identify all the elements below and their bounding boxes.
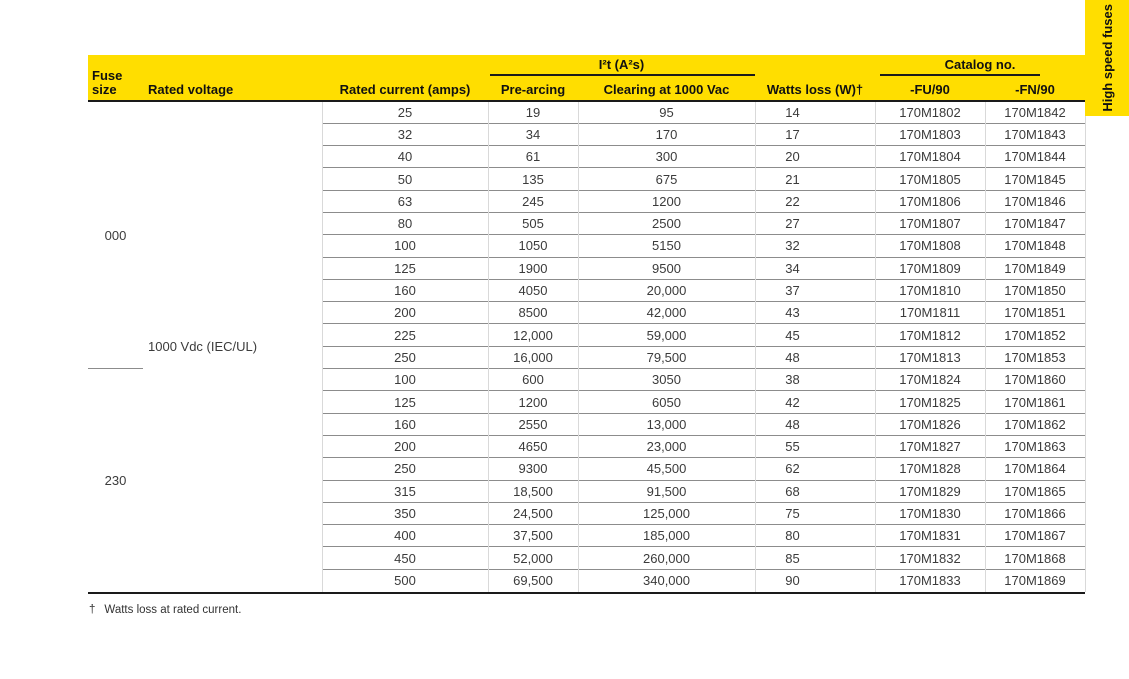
cell-fu: 170M1804 [875, 146, 985, 168]
cell-current: 125 [322, 257, 488, 279]
col-header-pre-arcing: Pre-arcing [488, 79, 578, 101]
cell-fn: 170M1860 [985, 369, 1085, 391]
cell-current: 225 [322, 324, 488, 346]
high-speed-fuses-tab-label: High speed fuses [1099, 4, 1115, 112]
ratings-table [88, 55, 1086, 592]
cell-current: 250 [322, 346, 488, 368]
cell-watts: 27 [755, 212, 875, 234]
cell-clearing: 125,000 [578, 502, 755, 524]
high-speed-fuses-tab [1085, 0, 1129, 116]
cell-watts: 55 [755, 435, 875, 457]
dagger-symbol: † [89, 604, 96, 616]
cell-fu: 170M1829 [875, 480, 985, 502]
cell-pre-arcing: 1050 [488, 235, 578, 257]
col-header-clearing: Clearing at 1000 Vac [578, 79, 755, 101]
cell-pre-arcing: 16,000 [488, 346, 578, 368]
cell-current: 315 [322, 480, 488, 502]
cell-pre-arcing: 61 [488, 146, 578, 168]
cell-fu: 170M1828 [875, 458, 985, 480]
footnote [89, 604, 241, 616]
cell-pre-arcing: 1200 [488, 391, 578, 413]
cell-fu: 170M1833 [875, 569, 985, 591]
cell-watts: 38 [755, 369, 875, 391]
cell-clearing: 42,000 [578, 302, 755, 324]
cell-watts: 48 [755, 346, 875, 368]
cell-current: 63 [322, 190, 488, 212]
cell-clearing: 45,500 [578, 458, 755, 480]
fuse-size-cell: 000 [88, 101, 143, 369]
cell-current: 400 [322, 525, 488, 547]
cell-fu: 170M1803 [875, 123, 985, 145]
cell-fu: 170M1810 [875, 279, 985, 301]
cell-current: 450 [322, 547, 488, 569]
cell-pre-arcing: 37,500 [488, 525, 578, 547]
cell-fn: 170M1865 [985, 480, 1085, 502]
col-header-fu90: -FU/90 [875, 79, 985, 101]
cell-current: 250 [322, 458, 488, 480]
cell-watts: 43 [755, 302, 875, 324]
col-header-fn90: -FN/90 [985, 79, 1085, 101]
cell-fn: 170M1863 [985, 435, 1085, 457]
col-header-watts-loss: Watts loss (W)† [755, 55, 875, 101]
cell-watts: 20 [755, 146, 875, 168]
cell-current: 200 [322, 435, 488, 457]
cell-fn: 170M1866 [985, 502, 1085, 524]
table-body [88, 101, 1085, 592]
rated-voltage-cell: 1000 Vdc (IEC/UL) [148, 339, 258, 355]
cell-fn: 170M1868 [985, 547, 1085, 569]
cell-current: 200 [322, 302, 488, 324]
cell-fn: 170M1849 [985, 257, 1085, 279]
col-header-fuse-size: Fuse size [88, 55, 143, 101]
cell-watts: 62 [755, 458, 875, 480]
cell-fu: 170M1826 [875, 413, 985, 435]
cell-watts: 14 [755, 101, 875, 123]
cell-watts: 37 [755, 279, 875, 301]
cell-pre-arcing: 9300 [488, 458, 578, 480]
cell-pre-arcing: 69,500 [488, 569, 578, 591]
cell-clearing: 20,000 [578, 279, 755, 301]
cell-current: 125 [322, 391, 488, 413]
catalog-underline [880, 74, 1040, 76]
group-header-catalog [875, 55, 1085, 79]
cell-watts: 75 [755, 502, 875, 524]
cell-pre-arcing: 505 [488, 212, 578, 234]
cell-pre-arcing: 4650 [488, 435, 578, 457]
group-header-i2t-label: I²t (A²s) [598, 57, 645, 72]
cell-pre-arcing: 34 [488, 123, 578, 145]
cell-fn: 170M1848 [985, 235, 1085, 257]
cell-watts: 90 [755, 569, 875, 591]
cell-pre-arcing: 135 [488, 168, 578, 190]
cell-clearing: 340,000 [578, 569, 755, 591]
cell-clearing: 3050 [578, 369, 755, 391]
cell-watts: 34 [755, 257, 875, 279]
cell-clearing: 170 [578, 123, 755, 145]
cell-fn: 170M1867 [985, 525, 1085, 547]
cell-pre-arcing: 8500 [488, 302, 578, 324]
cell-watts: 32 [755, 235, 875, 257]
cell-fn: 170M1853 [985, 346, 1085, 368]
cell-fn: 170M1846 [985, 190, 1085, 212]
cell-fu: 170M1830 [875, 502, 985, 524]
cell-clearing: 1200 [578, 190, 755, 212]
cell-pre-arcing: 52,000 [488, 547, 578, 569]
cell-pre-arcing: 19 [488, 101, 578, 123]
cell-current: 80 [322, 212, 488, 234]
cell-watts: 48 [755, 413, 875, 435]
cell-fn: 170M1862 [985, 413, 1085, 435]
cell-clearing: 675 [578, 168, 755, 190]
cell-watts: 21 [755, 168, 875, 190]
cell-clearing: 300 [578, 146, 755, 168]
cell-watts: 17 [755, 123, 875, 145]
cell-current: 50 [322, 168, 488, 190]
cell-fn: 170M1850 [985, 279, 1085, 301]
header-group-row [88, 55, 1085, 79]
cell-clearing: 13,000 [578, 413, 755, 435]
cell-fn: 170M1847 [985, 212, 1085, 234]
cell-fu: 170M1809 [875, 257, 985, 279]
table-row [88, 101, 1085, 123]
cell-fu: 170M1831 [875, 525, 985, 547]
cell-fn: 170M1869 [985, 569, 1085, 591]
cell-fu: 170M1807 [875, 212, 985, 234]
cell-pre-arcing: 4050 [488, 279, 578, 301]
cell-clearing: 95 [578, 101, 755, 123]
cell-current: 350 [322, 502, 488, 524]
cell-current: 100 [322, 235, 488, 257]
cell-current: 160 [322, 413, 488, 435]
fuse-ratings-table [88, 55, 1085, 594]
cell-current: 500 [322, 569, 488, 591]
cell-watts: 42 [755, 391, 875, 413]
cell-fn: 170M1844 [985, 146, 1085, 168]
group-header-catalog-label: Catalog no. [944, 57, 1016, 72]
cell-fu: 170M1802 [875, 101, 985, 123]
footnote-text: Watts loss at rated current. [104, 604, 242, 616]
cell-fu: 170M1813 [875, 346, 985, 368]
cell-pre-arcing: 24,500 [488, 502, 578, 524]
cell-fn: 170M1864 [985, 458, 1085, 480]
cell-fn: 170M1842 [985, 101, 1085, 123]
cell-fu: 170M1827 [875, 435, 985, 457]
cell-clearing: 23,000 [578, 435, 755, 457]
cell-current: 40 [322, 146, 488, 168]
cell-current: 160 [322, 279, 488, 301]
cell-clearing: 5150 [578, 235, 755, 257]
i2t-underline [490, 74, 755, 76]
cell-watts: 22 [755, 190, 875, 212]
cell-clearing: 79,500 [578, 346, 755, 368]
cell-fu: 170M1805 [875, 168, 985, 190]
cell-clearing: 91,500 [578, 480, 755, 502]
cell-current: 100 [322, 369, 488, 391]
cell-clearing: 185,000 [578, 525, 755, 547]
cell-clearing: 260,000 [578, 547, 755, 569]
cell-pre-arcing: 600 [488, 369, 578, 391]
cell-clearing: 9500 [578, 257, 755, 279]
cell-clearing: 2500 [578, 212, 755, 234]
cell-fn: 170M1843 [985, 123, 1085, 145]
cell-fu: 170M1811 [875, 302, 985, 324]
cell-clearing: 6050 [578, 391, 755, 413]
group-header-i2t [488, 55, 755, 79]
cell-fn: 170M1845 [985, 168, 1085, 190]
cell-fu: 170M1824 [875, 369, 985, 391]
cell-fu: 170M1806 [875, 190, 985, 212]
cell-fu: 170M1825 [875, 391, 985, 413]
cell-current: 32 [322, 123, 488, 145]
col-header-rated-voltage: Rated voltage [143, 55, 322, 101]
cell-pre-arcing: 2550 [488, 413, 578, 435]
cell-clearing: 59,000 [578, 324, 755, 346]
cell-pre-arcing: 1900 [488, 257, 578, 279]
cell-watts: 85 [755, 547, 875, 569]
cell-fu: 170M1832 [875, 547, 985, 569]
cell-pre-arcing: 18,500 [488, 480, 578, 502]
cell-fu: 170M1812 [875, 324, 985, 346]
cell-fn: 170M1861 [985, 391, 1085, 413]
cell-pre-arcing: 245 [488, 190, 578, 212]
cell-fn: 170M1852 [985, 324, 1085, 346]
cell-pre-arcing: 12,000 [488, 324, 578, 346]
cell-watts: 45 [755, 324, 875, 346]
cell-watts: 80 [755, 525, 875, 547]
cell-fn: 170M1851 [985, 302, 1085, 324]
cell-fu: 170M1808 [875, 235, 985, 257]
fuse-size-cell: 230 [104, 472, 127, 488]
cell-current: 25 [322, 101, 488, 123]
cell-watts: 68 [755, 480, 875, 502]
table-header [88, 55, 1085, 101]
col-header-rated-current: Rated current (amps) [322, 55, 488, 101]
